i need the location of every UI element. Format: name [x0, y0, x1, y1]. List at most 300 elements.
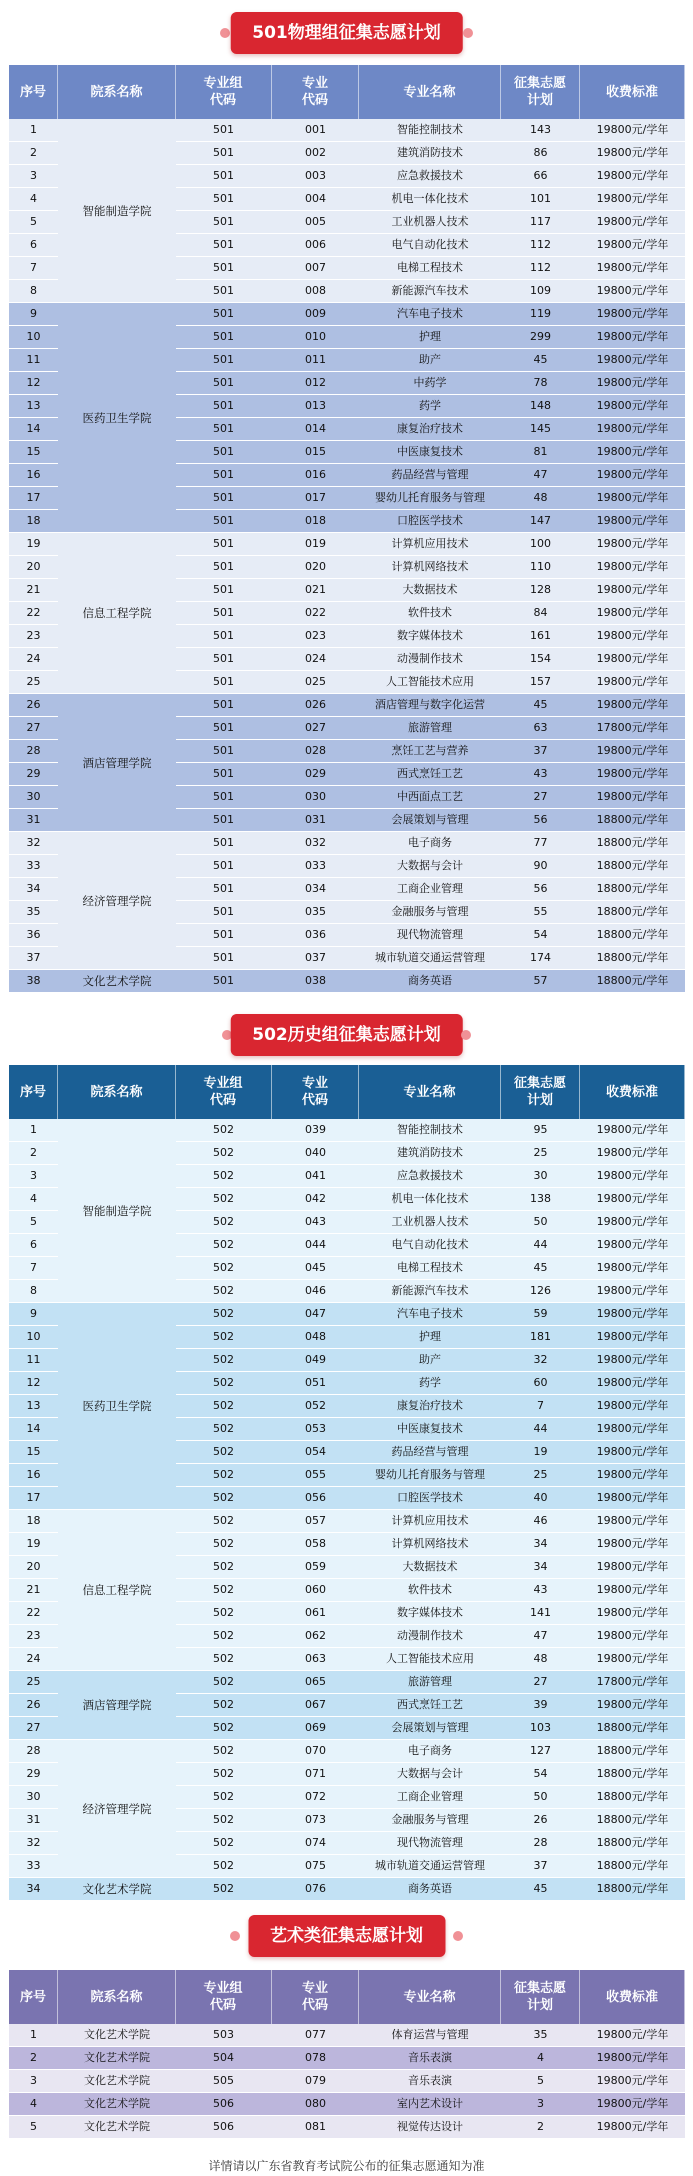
- cell-major-code: 024: [305, 652, 326, 665]
- cell-seq: 16: [26, 468, 41, 481]
- cell-major-code: 076: [305, 1882, 326, 1895]
- cell-group-code: 502: [213, 1767, 234, 1780]
- cell-seq: 20: [26, 1560, 41, 1573]
- cell-fee: 19800元/学年: [596, 583, 669, 596]
- cell-major-name: 婴幼儿托育服务与管理: [375, 491, 485, 504]
- cell-dept: 文化艺术学院: [84, 2120, 150, 2133]
- cell-quota: 86: [533, 146, 548, 159]
- cell-major-code: 007: [305, 261, 326, 274]
- cell-major-name: 护理: [419, 330, 441, 343]
- cell-major-code: 016: [305, 468, 326, 481]
- cell-major-name: 中医康复技术: [397, 445, 463, 458]
- cell-fee: 19800元/学年: [596, 491, 669, 504]
- cell-major-name: 药品经营与管理: [391, 468, 469, 481]
- cell-quota: 45: [533, 1882, 548, 1895]
- cell-dept: 文化艺术学院: [84, 2051, 150, 2064]
- cell-quota: 39: [533, 1698, 548, 1711]
- cell-seq: 1: [30, 2028, 37, 2041]
- header-quota: 征集志愿 计划: [501, 1970, 580, 2024]
- cell-major-name: 室内艺术设计: [397, 2097, 463, 2110]
- cell-group-code: 502: [213, 1514, 234, 1527]
- cell-seq: 32: [26, 836, 41, 849]
- header-group-code: 专业组 代码: [175, 1065, 272, 1119]
- cell-quota: 56: [533, 882, 548, 895]
- cell-seq: 31: [26, 1813, 41, 1826]
- cell-seq: 27: [26, 721, 41, 734]
- cell-quota: 47: [533, 468, 548, 481]
- cell-fee: 19800元/学年: [596, 1491, 669, 1504]
- cell-quota: 43: [533, 1583, 548, 1596]
- cell-group-code: 501: [213, 238, 234, 251]
- header-major-code: 专业 代码: [272, 65, 359, 119]
- cell-major-code: 015: [305, 445, 326, 458]
- cell-major-code: 022: [305, 606, 326, 619]
- cell-group-code: 503: [213, 2028, 234, 2041]
- dept-cell: 酒店管理学院: [58, 1671, 176, 1740]
- cell-quota: 46: [533, 1514, 548, 1527]
- cell-seq: 15: [26, 1445, 41, 1458]
- cell-major-code: 065: [305, 1675, 326, 1688]
- cell-major-name: 护理: [419, 1330, 441, 1343]
- cell-major-code: 038: [305, 974, 326, 987]
- cell-seq: 4: [30, 1192, 37, 1205]
- cell-seq: 21: [26, 583, 41, 596]
- cell-seq: 6: [30, 1238, 37, 1251]
- cell-major-code: 053: [305, 1422, 326, 1435]
- cell-quota: 66: [533, 169, 548, 182]
- cell-quota: 47: [533, 1629, 548, 1642]
- cell-group-code: 505: [213, 2074, 234, 2087]
- table-row: [9, 2070, 685, 2093]
- cell-fee: 18800元/学年: [596, 928, 669, 941]
- cell-group-code: 501: [213, 767, 234, 780]
- cell-seq: 5: [30, 1215, 37, 1228]
- cell-quota: 37: [533, 1859, 548, 1872]
- cell-major-code: 080: [305, 2097, 326, 2110]
- title-dot-right: [463, 28, 473, 38]
- cell-seq: 14: [26, 422, 41, 435]
- cell-fee: 19800元/学年: [596, 169, 669, 182]
- cell-major-name: 中药学: [413, 376, 447, 389]
- cell-major-code: 078: [305, 2051, 326, 2064]
- cell-seq: 22: [26, 1606, 41, 1619]
- cell-quota: 126: [530, 1284, 551, 1297]
- dept-cell: 医药卫生学院: [58, 1303, 176, 1510]
- cell-major-code: 018: [305, 514, 326, 527]
- table-row: [9, 2093, 685, 2116]
- cell-seq: 29: [26, 767, 41, 780]
- cell-group-code: 501: [213, 123, 234, 136]
- cell-major-name: 现代物流管理: [397, 1836, 463, 1849]
- cell-major-code: 056: [305, 1491, 326, 1504]
- cell-group-code: 502: [213, 1859, 234, 1872]
- cell-group-code: 502: [213, 1445, 234, 1458]
- cell-quota: 25: [533, 1146, 548, 1159]
- header-group-code: 专业组 代码: [175, 1970, 272, 2024]
- cell-major-name: 城市轨道交通运营管理: [375, 1859, 485, 1872]
- cell-quota: 54: [533, 1767, 548, 1780]
- cell-major-name: 康复治疗技术: [397, 422, 463, 435]
- cell-quota: 81: [533, 445, 548, 458]
- cell-major-name: 中西面点工艺: [397, 790, 463, 803]
- cell-major-name: 助产: [419, 353, 441, 366]
- header-major-name: 专业名称: [359, 65, 501, 119]
- table-501: [9, 65, 685, 993]
- cell-major-name: 金融服务与管理: [391, 1813, 469, 1826]
- cell-fee: 19800元/学年: [596, 1422, 669, 1435]
- cell-seq: 15: [26, 445, 41, 458]
- cell-major-name: 软件技术: [408, 606, 452, 619]
- cell-major-name: 视觉传达设计: [397, 2120, 463, 2133]
- cell-major-name: 现代物流管理: [397, 928, 463, 941]
- cell-seq: 3: [30, 1169, 37, 1182]
- section-501: [0, 12, 693, 54]
- cell-group-code: 502: [213, 1583, 234, 1596]
- cell-major-code: 075: [305, 1859, 326, 1872]
- cell-seq: 18: [26, 514, 41, 527]
- cell-fee: 18800元/学年: [596, 813, 669, 826]
- cell-fee: 19800元/学年: [596, 698, 669, 711]
- dept-cell: 酒店管理学院: [58, 694, 176, 832]
- cell-major-code: 055: [305, 1468, 326, 1481]
- cell-group-code: 502: [213, 1146, 234, 1159]
- header-major-name: 专业名称: [359, 1970, 501, 2024]
- cell-major-code: 061: [305, 1606, 326, 1619]
- cell-group-code: 502: [213, 1376, 234, 1389]
- header-fee: 收费标准: [580, 1970, 685, 2024]
- section-title: 501物理组征集志愿计划: [230, 12, 463, 54]
- cell-group-code: 501: [213, 560, 234, 573]
- cell-major-code: 013: [305, 399, 326, 412]
- cell-major-code: 077: [305, 2028, 326, 2041]
- cell-major-name: 应急救援技术: [397, 169, 463, 182]
- header-seq: 序号: [9, 1970, 58, 2024]
- cell-quota: 32: [533, 1353, 548, 1366]
- cell-group-code: 502: [213, 1790, 234, 1803]
- cell-quota: 147: [530, 514, 551, 527]
- cell-seq: 38: [26, 974, 41, 987]
- cell-major-name: 电子商务: [408, 1744, 452, 1757]
- cell-major-name: 康复治疗技术: [397, 1399, 463, 1412]
- cell-quota: 45: [533, 698, 548, 711]
- cell-seq: 37: [26, 951, 41, 964]
- cell-group-code: 501: [213, 215, 234, 228]
- cell-group-code: 501: [213, 790, 234, 803]
- cell-group-code: 502: [213, 1813, 234, 1826]
- cell-group-code: 501: [213, 836, 234, 849]
- cell-major-name: 建筑消防技术: [397, 146, 463, 159]
- cell-seq: 17: [26, 1491, 41, 1504]
- cell-group-code: 501: [213, 445, 234, 458]
- cell-major-name: 计算机网络技术: [391, 560, 469, 573]
- cell-quota: 145: [530, 422, 551, 435]
- cell-major-code: 026: [305, 698, 326, 711]
- cell-group-code: 502: [213, 1537, 234, 1550]
- cell-group-code: 501: [213, 905, 234, 918]
- cell-fee: 19800元/学年: [596, 2074, 669, 2087]
- cell-seq: 3: [30, 169, 37, 182]
- cell-major-code: 037: [305, 951, 326, 964]
- cell-group-code: 506: [213, 2097, 234, 2110]
- cell-fee: 19800元/学年: [596, 1353, 669, 1366]
- cell-major-code: 042: [305, 1192, 326, 1205]
- cell-quota: 161: [530, 629, 551, 642]
- cell-major-code: 023: [305, 629, 326, 642]
- cell-fee: 17800元/学年: [596, 721, 669, 734]
- dept-cell: 经济管理学院: [58, 832, 176, 970]
- cell-quota: 34: [533, 1537, 548, 1550]
- cell-fee: 19800元/学年: [596, 376, 669, 389]
- cell-group-code: 501: [213, 307, 234, 320]
- dept-cell: 信息工程学院: [58, 1510, 176, 1671]
- cell-seq: 10: [26, 330, 41, 343]
- cell-major-name: 药学: [419, 1376, 441, 1389]
- cell-fee: 19800元/学年: [596, 1652, 669, 1665]
- cell-seq: 12: [26, 376, 41, 389]
- cell-fee: 18800元/学年: [596, 1721, 669, 1734]
- cell-group-code: 502: [213, 1238, 234, 1251]
- cell-group-code: 501: [213, 537, 234, 550]
- cell-seq: 13: [26, 399, 41, 412]
- cell-major-name: 新能源汽车技术: [391, 1284, 469, 1297]
- cell-major-code: 012: [305, 376, 326, 389]
- cell-seq: 23: [26, 629, 41, 642]
- cell-major-name: 口腔医学技术: [397, 514, 463, 527]
- cell-fee: 19800元/学年: [596, 2120, 669, 2133]
- cell-quota: 174: [530, 951, 551, 964]
- cell-group-code: 501: [213, 882, 234, 895]
- cell-major-code: 030: [305, 790, 326, 803]
- header-dept: 院系名称: [58, 65, 176, 119]
- cell-seq: 11: [26, 353, 41, 366]
- cell-major-name: 汽车电子技术: [397, 1307, 463, 1320]
- cell-quota: 138: [530, 1192, 551, 1205]
- cell-major-name: 智能控制技术: [397, 123, 463, 136]
- cell-fee: 19800元/学年: [596, 1629, 669, 1642]
- cell-major-code: 041: [305, 1169, 326, 1182]
- cell-major-name: 计算机网络技术: [391, 1537, 469, 1550]
- cell-seq: 11: [26, 1353, 41, 1366]
- cell-major-name: 电气自动化技术: [391, 1238, 469, 1251]
- cell-quota: 45: [533, 353, 548, 366]
- cell-seq: 19: [26, 1537, 41, 1550]
- cell-fee: 19800元/学年: [596, 399, 669, 412]
- cell-major-code: 045: [305, 1261, 326, 1274]
- dept-cell: 文化艺术学院: [58, 1878, 176, 1901]
- cell-group-code: 502: [213, 1215, 234, 1228]
- cell-quota: 101: [530, 192, 551, 205]
- cell-fee: 18800元/学年: [596, 859, 669, 872]
- cell-major-code: 008: [305, 284, 326, 297]
- cell-group-code: 502: [213, 1744, 234, 1757]
- cell-group-code: 501: [213, 652, 234, 665]
- cell-fee: 19800元/学年: [596, 1514, 669, 1527]
- cell-fee: 19800元/学年: [596, 330, 669, 343]
- cell-major-name: 音乐表演: [408, 2051, 452, 2064]
- cell-seq: 3: [30, 2074, 37, 2087]
- cell-dept: 文化艺术学院: [84, 2028, 150, 2041]
- cell-group-code: 502: [213, 1721, 234, 1734]
- cell-quota: 117: [530, 215, 551, 228]
- cell-major-code: 044: [305, 1238, 326, 1251]
- cell-major-code: 051: [305, 1376, 326, 1389]
- cell-major-code: 054: [305, 1445, 326, 1458]
- cell-quota: 119: [530, 307, 551, 320]
- cell-major-code: 079: [305, 2074, 326, 2087]
- section-art: [0, 1915, 693, 1957]
- section-title-bar: [0, 1014, 693, 1056]
- cell-fee: 19800元/学年: [596, 1560, 669, 1573]
- cell-major-code: 067: [305, 1698, 326, 1711]
- cell-major-name: 药学: [419, 399, 441, 412]
- cell-major-code: 035: [305, 905, 326, 918]
- cell-major-name: 动漫制作技术: [397, 1629, 463, 1642]
- cell-group-code: 502: [213, 1698, 234, 1711]
- cell-group-code: 502: [213, 1652, 234, 1665]
- cell-dept: 文化艺术学院: [84, 2097, 150, 2110]
- cell-group-code: 501: [213, 169, 234, 182]
- cell-fee: 19800元/学年: [596, 1537, 669, 1550]
- cell-quota: 2: [537, 2120, 544, 2133]
- cell-major-code: 027: [305, 721, 326, 734]
- cell-seq: 2: [30, 146, 37, 159]
- cell-major-code: 025: [305, 675, 326, 688]
- cell-major-name: 人工智能技术应用: [386, 675, 474, 688]
- cell-group-code: 501: [213, 192, 234, 205]
- cell-quota: 127: [530, 1744, 551, 1757]
- cell-seq: 35: [26, 905, 41, 918]
- cell-seq: 24: [26, 1652, 41, 1665]
- cell-group-code: 502: [213, 1675, 234, 1688]
- cell-group-code: 502: [213, 1422, 234, 1435]
- header-fee: 收费标准: [580, 1065, 685, 1119]
- header-dept: 院系名称: [58, 1970, 176, 2024]
- cell-major-code: 005: [305, 215, 326, 228]
- cell-major-code: 006: [305, 238, 326, 251]
- cell-group-code: 501: [213, 859, 234, 872]
- cell-major-name: 大数据技术: [402, 583, 458, 596]
- cell-seq: 18: [26, 1514, 41, 1527]
- cell-major-code: 009: [305, 307, 326, 320]
- cell-seq: 31: [26, 813, 41, 826]
- cell-seq: 28: [26, 744, 41, 757]
- cell-major-name: 动漫制作技术: [397, 652, 463, 665]
- cell-fee: 19800元/学年: [596, 422, 669, 435]
- cell-quota: 19: [533, 1445, 548, 1458]
- cell-major-code: 052: [305, 1399, 326, 1412]
- cell-fee: 19800元/学年: [596, 2028, 669, 2041]
- cell-major-code: 039: [305, 1123, 326, 1136]
- cell-major-code: 046: [305, 1284, 326, 1297]
- cell-major-name: 口腔医学技术: [397, 1491, 463, 1504]
- cell-major-code: 058: [305, 1537, 326, 1550]
- cell-major-code: 002: [305, 146, 326, 159]
- cell-group-code: 502: [213, 1261, 234, 1274]
- cell-major-name: 机电一体化技术: [391, 1192, 469, 1205]
- cell-major-code: 010: [305, 330, 326, 343]
- cell-seq: 8: [30, 284, 37, 297]
- cell-group-code: 502: [213, 1882, 234, 1895]
- cell-major-name: 计算机应用技术: [391, 1514, 469, 1527]
- cell-seq: 4: [30, 2097, 37, 2110]
- cell-seq: 19: [26, 537, 41, 550]
- cell-quota: 78: [533, 376, 548, 389]
- cell-major-name: 电气自动化技术: [391, 238, 469, 251]
- cell-seq: 7: [30, 261, 37, 274]
- cell-group-code: 501: [213, 376, 234, 389]
- cell-group-code: 501: [213, 951, 234, 964]
- cell-major-name: 工商企业管理: [397, 1790, 463, 1803]
- cell-major-name: 商务英语: [408, 974, 452, 987]
- cell-seq: 10: [26, 1330, 41, 1343]
- header-major-name: 专业名称: [359, 1065, 501, 1119]
- cell-group-code: 502: [213, 1836, 234, 1849]
- cell-seq: 30: [26, 790, 41, 803]
- table-header: [9, 1065, 685, 1119]
- cell-fee: 18800元/学年: [596, 951, 669, 964]
- cell-fee: 19800元/学年: [596, 1376, 669, 1389]
- cell-quota: 26: [533, 1813, 548, 1826]
- cell-group-code: 501: [213, 721, 234, 734]
- cell-major-name: 大数据技术: [402, 1560, 458, 1573]
- cell-major-code: 033: [305, 859, 326, 872]
- cell-fee: 19800元/学年: [596, 1169, 669, 1182]
- cell-major-name: 会展策划与管理: [391, 813, 469, 826]
- dept-cell: 医药卫生学院: [58, 303, 176, 533]
- cell-fee: 19800元/学年: [596, 675, 669, 688]
- cell-quota: 27: [533, 1675, 548, 1688]
- cell-fee: 19800元/学年: [596, 261, 669, 274]
- cell-major-name: 新能源汽车技术: [391, 284, 469, 297]
- cell-major-name: 商务英语: [408, 1882, 452, 1895]
- cell-major-name: 烹饪工艺与营养: [391, 744, 469, 757]
- cell-major-name: 旅游管理: [408, 1675, 452, 1688]
- cell-major-code: 057: [305, 1514, 326, 1527]
- table-row: [9, 2047, 685, 2070]
- cell-major-code: 028: [305, 744, 326, 757]
- cell-group-code: 502: [213, 1307, 234, 1320]
- cell-major-code: 032: [305, 836, 326, 849]
- cell-fee: 19800元/学年: [596, 1284, 669, 1297]
- cell-major-code: 048: [305, 1330, 326, 1343]
- title-dot-left: [230, 1931, 240, 1941]
- table-art: [9, 1970, 685, 2139]
- cell-major-name: 中医康复技术: [397, 1422, 463, 1435]
- cell-fee: 18800元/学年: [596, 1836, 669, 1849]
- cell-seq: 34: [26, 882, 41, 895]
- cell-fee: 18800元/学年: [596, 974, 669, 987]
- cell-group-code: 501: [213, 330, 234, 343]
- cell-seq: 27: [26, 1721, 41, 1734]
- cell-quota: 44: [533, 1238, 548, 1251]
- title-dot-left: [220, 28, 230, 38]
- cell-quota: 30: [533, 1169, 548, 1182]
- cell-quota: 154: [530, 652, 551, 665]
- cell-fee: 19800元/学年: [596, 744, 669, 757]
- cell-seq: 9: [30, 1307, 37, 1320]
- cell-quota: 112: [530, 238, 551, 251]
- cell-fee: 19800元/学年: [596, 1215, 669, 1228]
- cell-group-code: 502: [213, 1560, 234, 1573]
- cell-quota: 90: [533, 859, 548, 872]
- cell-fee: 18800元/学年: [596, 836, 669, 849]
- cell-quota: 40: [533, 1491, 548, 1504]
- cell-major-name: 大数据与会计: [397, 859, 463, 872]
- cell-fee: 19800元/学年: [596, 353, 669, 366]
- cell-seq: 12: [26, 1376, 41, 1389]
- cell-major-name: 会展策划与管理: [391, 1721, 469, 1734]
- cell-group-code: 501: [213, 606, 234, 619]
